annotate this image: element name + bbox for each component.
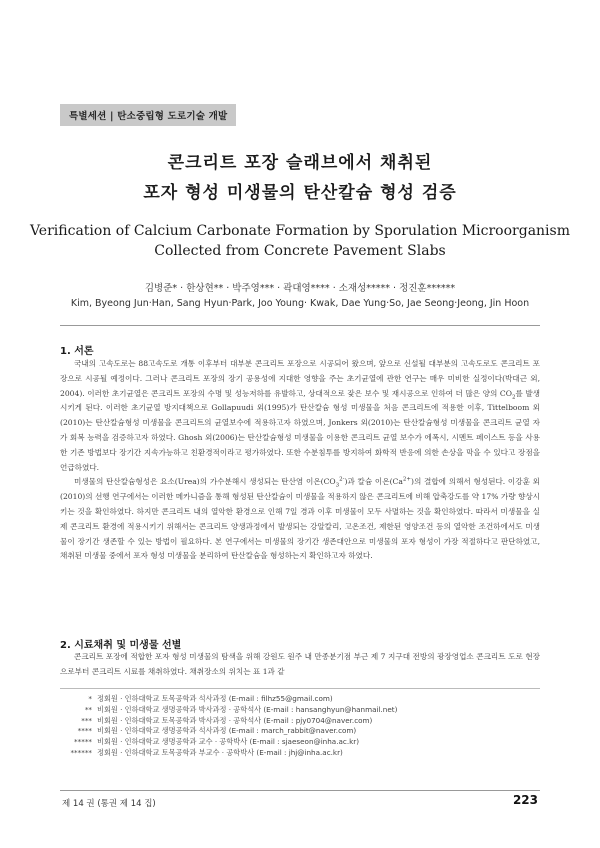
footnote-item: ****** 정회원 · 인하대학교 토목공학과 부교수 · 공학박사 (E-mail : jhj@inha.ac.kr)	[70, 747, 343, 757]
section-heading-sampling: 2. 시료채취 및 미생물 선별	[60, 640, 182, 651]
section-tag: 특별세션 | 탄소중립형 도로기술 개발	[60, 104, 236, 126]
journal-volume: 제 14 권 (통권 제 14 집)	[62, 799, 156, 809]
title-english-line-2: Collected from Concrete Pavement Slabs	[154, 243, 446, 259]
footnote-item: * 정회원 · 인하대학교 토목공학과 석사과정 (E-mail : filhz55@gmail.com)	[88, 694, 333, 703]
section-heading-introduction: 1. 서론	[60, 346, 94, 357]
page-number: 223	[512, 793, 538, 807]
intro-paragraph-1: 국내의 고속도로는 88고속도로 개통 이후부터 대부분 콘크리트 포장으로 시공되어 왔으며, 앞으로 신설될 대부분의 고속도로도 콘크리트 포장으로 시공될 예정이다. 그러나 콘크리트 포장의 장기 공용성에 지대한 영향을 주는 초기균열에 관한 연구는 매우 미비한 실정이다(박대근 외, 2004). 이러한 초기균열은 콘크리트 포장의 수명 및 성능저하를 유발하고, 상대적으로 잦은 보수 및 재시공으로 인하여 더 많은 양의 $CO_2$를 발생시키게 된다. 이러한 초기균열 방지대책으로 Gollapuudi 외(1995)가 탄산칼슘 형성 미생물을 처음 콘크리트에 적용한 이후, Tittelboom 외(2010)는 탄산칼슘형성 미생물을 콘크리트의 균열보수에 적용하고자 하였으며, Jonkers 외(2010)는 탄산칼슘형성 미생물을 콘크리트 균열 자가 회복 능력을 검증하고자 하였다. Ghosh 외(2006)는 탄산칼슘형성 미생물을 이용한 콘크리트 균열 보수가 에폭시, 시멘트 페이스트 등을 사용한 기존 방법보다 장기간 지속가능하고 친환경적이라고 평가하였다. 또한 수분침투를 방지하여 화학적 반응에 의한 손상을 막을 수 있다고 장점을 언급하였다.	[60, 359, 541, 472]
title-korean-line-1: 콘크리트 포장 슬래브에서 채취된	[167, 153, 433, 173]
footnote-item: *** 비회원 · 인하대학교 토목공학과 박사과정 · 공학석사 (E-mail : pjy0704@naver.com)	[81, 715, 373, 725]
footnote-item: ** 비회원 · 인하대학교 생명공학과 박사과정 · 공학석사 (E-mail : hansanghyun@hanmail.net)	[84, 704, 398, 714]
sampling-paragraph-1: 콘크리트 포장에 적합한 포자 형성 미생물의 탐색을 위해 강원도 원주 내 만종분기점 부근 제 7 지구대 전방의 광장영업소 콘크리트 도로 현장으로부터 콘크리트 시료를 채취하였다. 채취장소의 위치는 표 1과 같	[60, 652, 540, 676]
footnote-item: ***** 비회원 · 인하대학교 생명공학과 교수 · 공학박사 (E-mail : sjaeseon@inha.ac.kr)	[74, 737, 360, 747]
title-korean-line-2: 포자 형성 미생물의 탄산칼슘 형성 검증	[143, 183, 457, 203]
authors-english: Kim, Byeong Jun·Han, Sang Hyun·Park, Joo Young· Kwak, Dae Yung·So, Jae Seong·Jeong, Jin Hoon	[70, 298, 530, 309]
footnote-item: **** 비회원 · 인하대학교 생명공학과 석사과정 (E-mail : march_rabbit@naver.com)	[77, 726, 357, 736]
footer-divider	[60, 790, 540, 791]
header-divider	[60, 325, 540, 326]
footnote-divider	[60, 688, 540, 689]
author-footnotes	[64, 694, 534, 759]
intro-paragraph-2: 미생물의 탄산칼슘형성은 요소(Urea)의 가수분해시 생성되는 탄산염 이온$(CO_3^{2-})$과 칼슘 이온$(Ca^{2+})$의 결합에 의해서 형성된다. 이강훈 외(2010)의 선행 연구에서는 이러한 메카니즘을 통해 형성된 탄산칼슘이 미생물을 적용하지 않은 콘크리트에 비해 압축강도를 약 17% 가량 향상시키는 것을 확인하였다. 하지만 콘크리트 내의 열악한 환경으로 인해 7일 경과 이후 미생물이 모두 사멸하는 것을 확인하였다. 따라서 미생물을 실제 콘크리트 환경에 적용시키기 위해서는 콘크리트 양생과정에서 발생되는 강알칼리, 고온조건, 제한된 영양조건 등의 열악한 조건하에서도 미생물이 장기간 생존할 수 있는 방법이 필요하다. 본 연구에서는 미생물의 장기간 생존대안으로 미생물의 포자 형성이 가장 적절하다고 판단하였고, 채취된 미생물 중에서 포자 형성 미생물을 분리하여 탄산칼슘을 형성하는지 확인하고자 하였다.	[60, 476, 540, 561]
introduction-body	[60, 357, 540, 564]
authors-korean: 김병준* · 한상현** · 박주영*** · 곽대영**** · 소재성***** · 정진훈******	[144, 283, 456, 294]
title-english-line-1: Verification of Calcium Carbonate Formation by Sporulation Microorganism	[29, 223, 570, 239]
sampling-body	[60, 650, 540, 680]
